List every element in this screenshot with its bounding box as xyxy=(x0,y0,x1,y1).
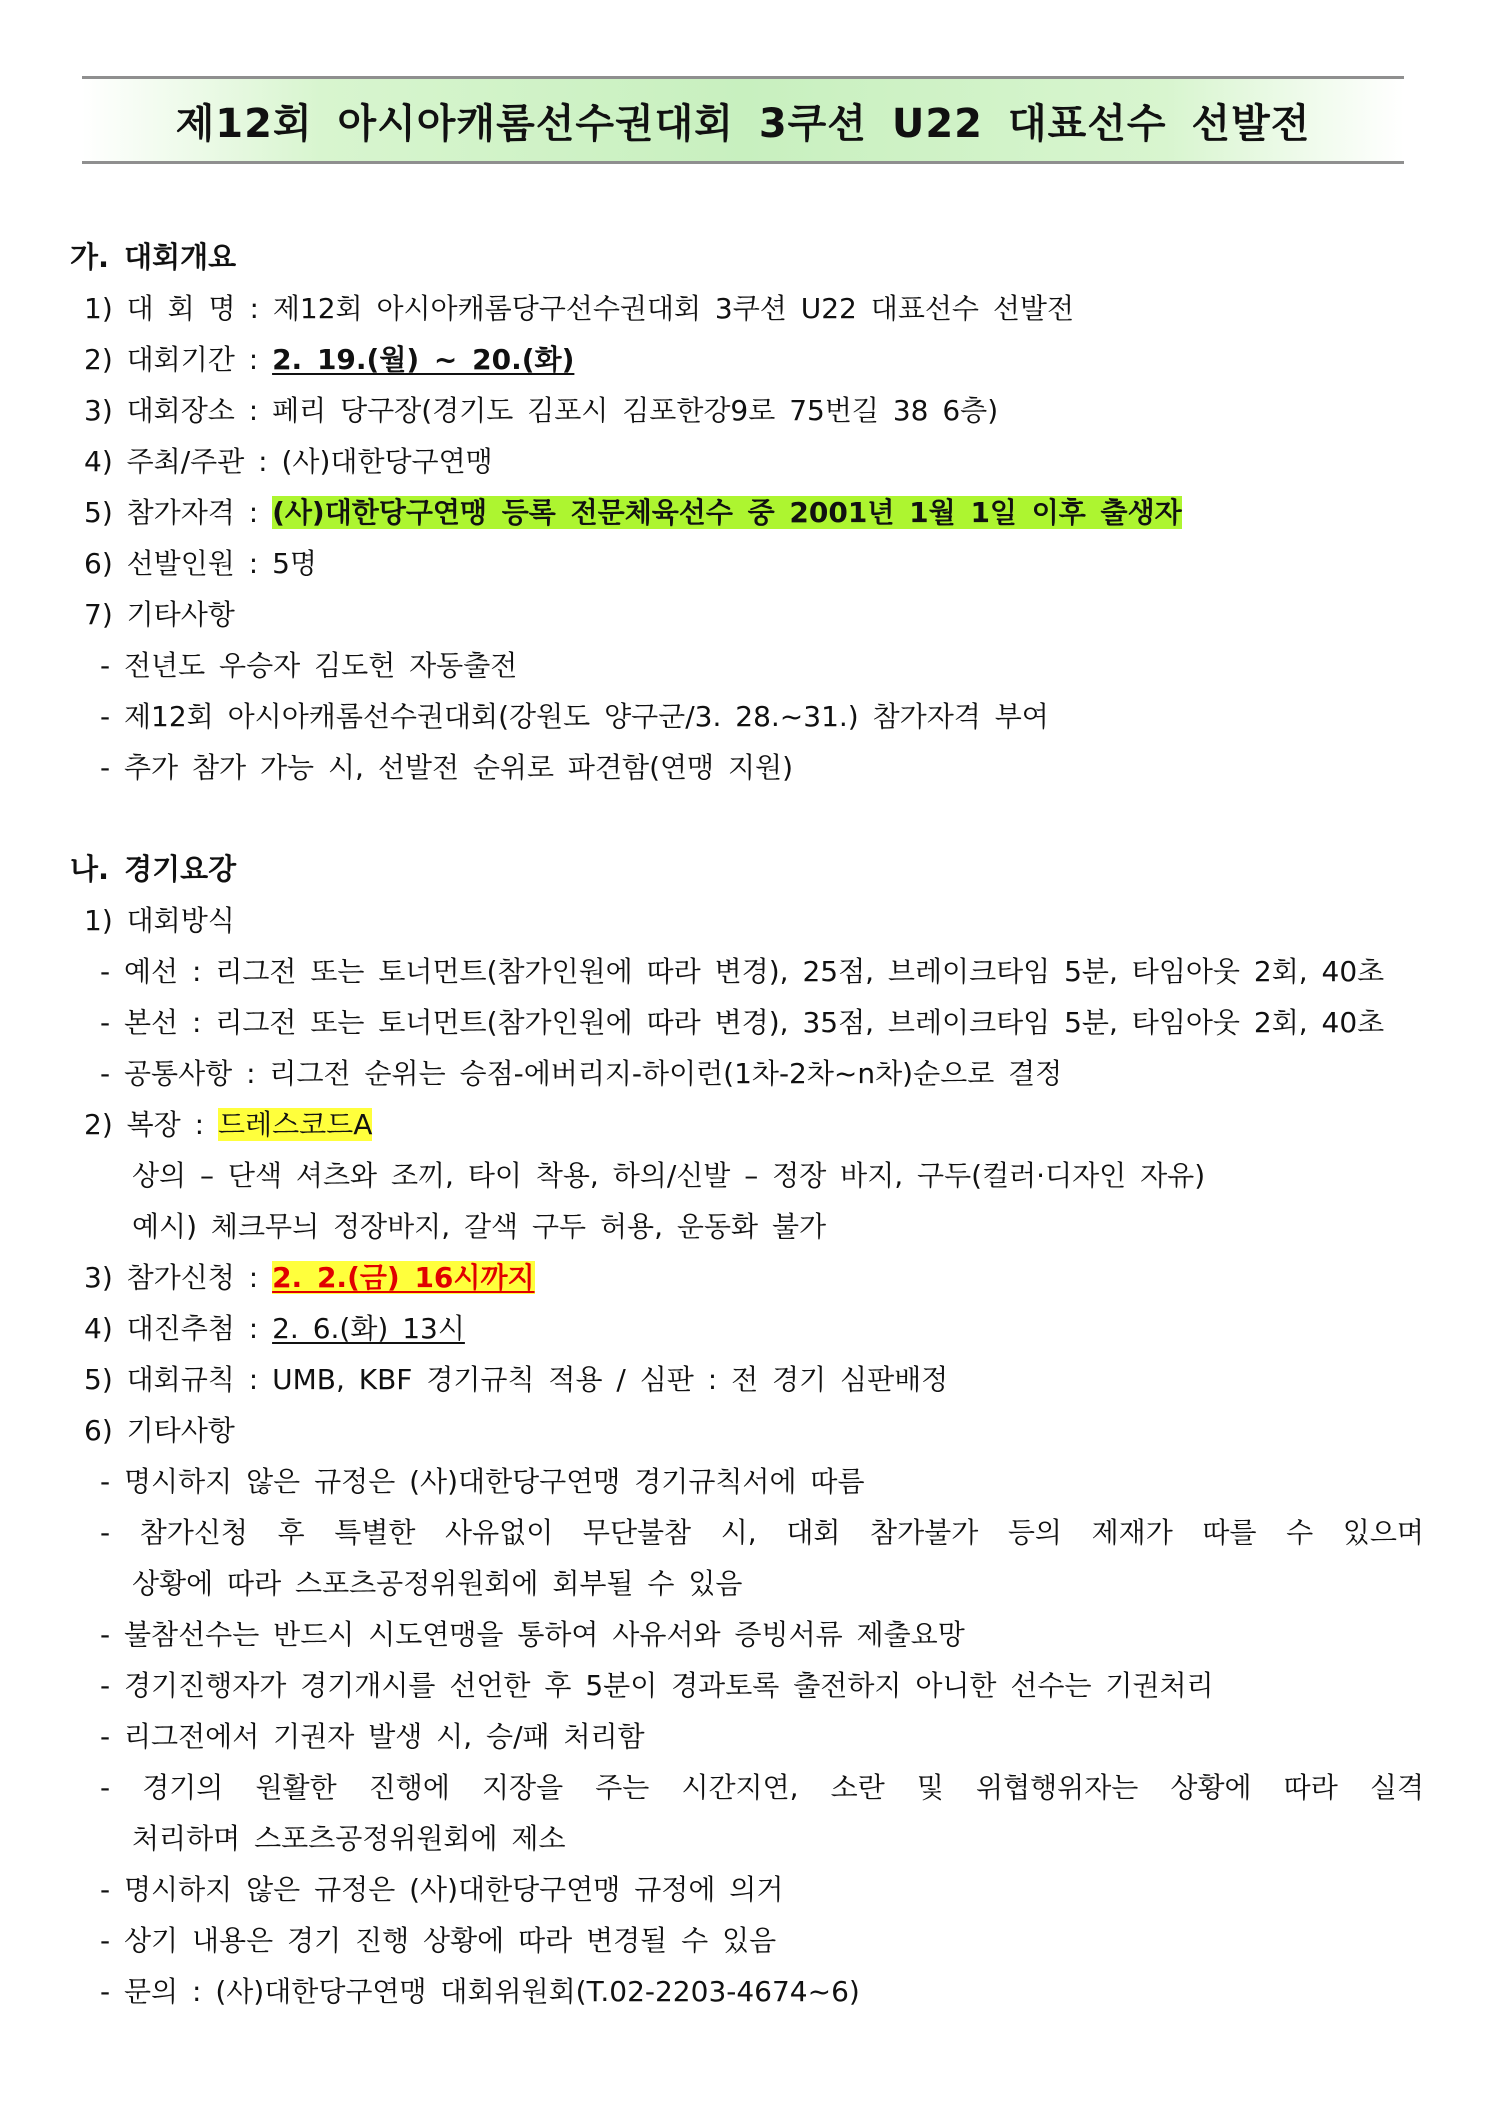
item-event-name xyxy=(70,283,1430,334)
item-registration xyxy=(70,1252,1430,1303)
bullet-item: - 추가 참가 가능 시, 선발전 순위로 파견함(연맹 지원) xyxy=(100,751,794,784)
bullet-item: - 본선 : 리그전 또는 토너먼트(참가인원에 따라 변경), 35점, 브레이크타임 5분, 타임아웃 2회, 40초 xyxy=(100,1006,1385,1039)
item-draw xyxy=(70,1303,1430,1354)
item-value: UMB, KBF 경기규칙 적용 / 심판 : 전 경기 심판배정 xyxy=(272,1363,949,1396)
item-value: 5명 xyxy=(272,547,317,580)
item-label: 6) 선발인원 : xyxy=(84,547,273,580)
format-label: 1) 대회방식 xyxy=(84,904,235,937)
contact-info: - 문의 : (사)대한당구연맹 대회위원회(T.02-2203-4674~6) xyxy=(100,1975,860,2008)
bullet-item: - 불참선수는 반드시 시도연맹을 통하여 사유서와 증빙서류 제출요망 xyxy=(100,1618,965,1651)
bullet-item: - 명시하지 않은 규정은 (사)대한당구연맹 규정에 의거 xyxy=(100,1873,784,1906)
item-etc-label: 7) 기타사항 xyxy=(84,598,235,631)
item-label: 2) 대회기간 : xyxy=(84,343,273,376)
bullet-item: - 리그전에서 기권자 발생 시, 승/패 처리함 xyxy=(100,1720,645,1753)
bullet-item: - 경기의 원활한 진행에 지장을 주는 시간지연, 소란 및 위협행위자는 상황에 따라 실격 xyxy=(100,1771,1424,1804)
item-value-highlight: (사)대한당구연맹 등록 전문체육선수 중 2001년 1월 1일 이후 출생자 xyxy=(272,496,1182,529)
item-label: 5) 참가자격 : xyxy=(84,496,273,529)
item-value: 제12회 아시아캐롬당구선수권대회 3쿠션 U22 대표선수 선발전 xyxy=(272,292,1075,325)
item-label: 2) 복장 : xyxy=(84,1108,218,1141)
item-dress-code xyxy=(70,1099,1430,1150)
item-value: (사)대한당구연맹 xyxy=(281,445,493,478)
dress-detail: 상의 – 단색 셔츠와 조끼, 타이 착용, 하의/신발 – 정장 바지, 구두(컬러·디자인 자유) xyxy=(132,1159,1206,1192)
bullet-item: - 제12회 아시아캐롬선수권대회(강원도 양구군/3. 28.~31.) 참가자격 부여 xyxy=(100,700,1049,733)
etc-label: 6) 기타사항 xyxy=(84,1414,235,1447)
bullet-item: - 예선 : 리그전 또는 토너먼트(참가인원에 따라 변경), 25점, 브레이크타임 5분, 타임아웃 2회, 40초 xyxy=(100,955,1385,988)
bullet-item: - 참가신청 후 특별한 사유없이 무단불참 시, 대회 참가불가 등의 제재가 따를 수 있으며 xyxy=(100,1516,1424,1549)
bullet-item: - 명시하지 않은 규정은 (사)대한당구연맹 경기규칙서에 따름 xyxy=(100,1465,865,1498)
item-label: 3) 참가신청 : xyxy=(84,1261,273,1294)
item-label: 4) 대진추첨 : xyxy=(84,1312,273,1345)
bullet-item: - 공통사항 : 리그전 순위는 승점-에버리지-하이런(1차-2차~n차)순으로 결정 xyxy=(100,1057,1063,1090)
document-body xyxy=(70,232,1430,2017)
bullet-item: - 경기진행자가 경기개시를 선언한 후 5분이 경과토록 출전하지 아니한 선수는 기권처리 xyxy=(100,1669,1214,1702)
bullet-item: - 상기 내용은 경기 진행 상황에 따라 변경될 수 있음 xyxy=(100,1924,777,1957)
bullet-continuation: 상황에 따라 스포츠공정위원회에 회부될 수 있음 xyxy=(132,1567,743,1600)
dress-example: 예시) 체크무늬 정장바지, 갈색 구두 허용, 운동화 불가 xyxy=(132,1210,827,1243)
item-label: 5) 대회규칙 : xyxy=(84,1363,273,1396)
section-a-heading: 가. 대회개요 xyxy=(70,240,237,274)
item-event-period xyxy=(70,334,1430,385)
bullet-continuation: 처리하며 스포츠공정위원회에 제소 xyxy=(132,1822,566,1855)
item-host xyxy=(70,436,1430,487)
item-value: 2. 19.(월) ~ 20.(화) xyxy=(272,343,575,376)
item-label: 4) 주최/주관 : xyxy=(84,445,282,478)
item-value: 페리 당구장(경기도 김포시 김포한강9로 75번길 38 6층) xyxy=(272,394,999,427)
document-title: 제12회 아시아캐롬선수권대회 3쿠션 U22 대표선수 선발전 xyxy=(175,100,1311,147)
item-rules xyxy=(70,1354,1430,1405)
item-venue xyxy=(70,385,1430,436)
title-banner xyxy=(82,76,1404,164)
bullet-item: - 전년도 우승자 김도헌 자동출전 xyxy=(100,649,518,682)
item-selection-count xyxy=(70,538,1430,589)
item-eligibility xyxy=(70,487,1430,538)
item-value: 2. 6.(화) 13시 xyxy=(272,1312,465,1345)
item-label: 3) 대회장소 : xyxy=(84,394,273,427)
item-label: 1) 대 회 명 : xyxy=(84,292,273,325)
item-value-highlight: 2. 2.(금) 16시까지 xyxy=(272,1261,535,1294)
section-b-heading: 나. 경기요강 xyxy=(70,852,237,886)
section-gap xyxy=(70,793,1430,844)
item-value-highlight: 드레스코드A xyxy=(217,1108,373,1141)
